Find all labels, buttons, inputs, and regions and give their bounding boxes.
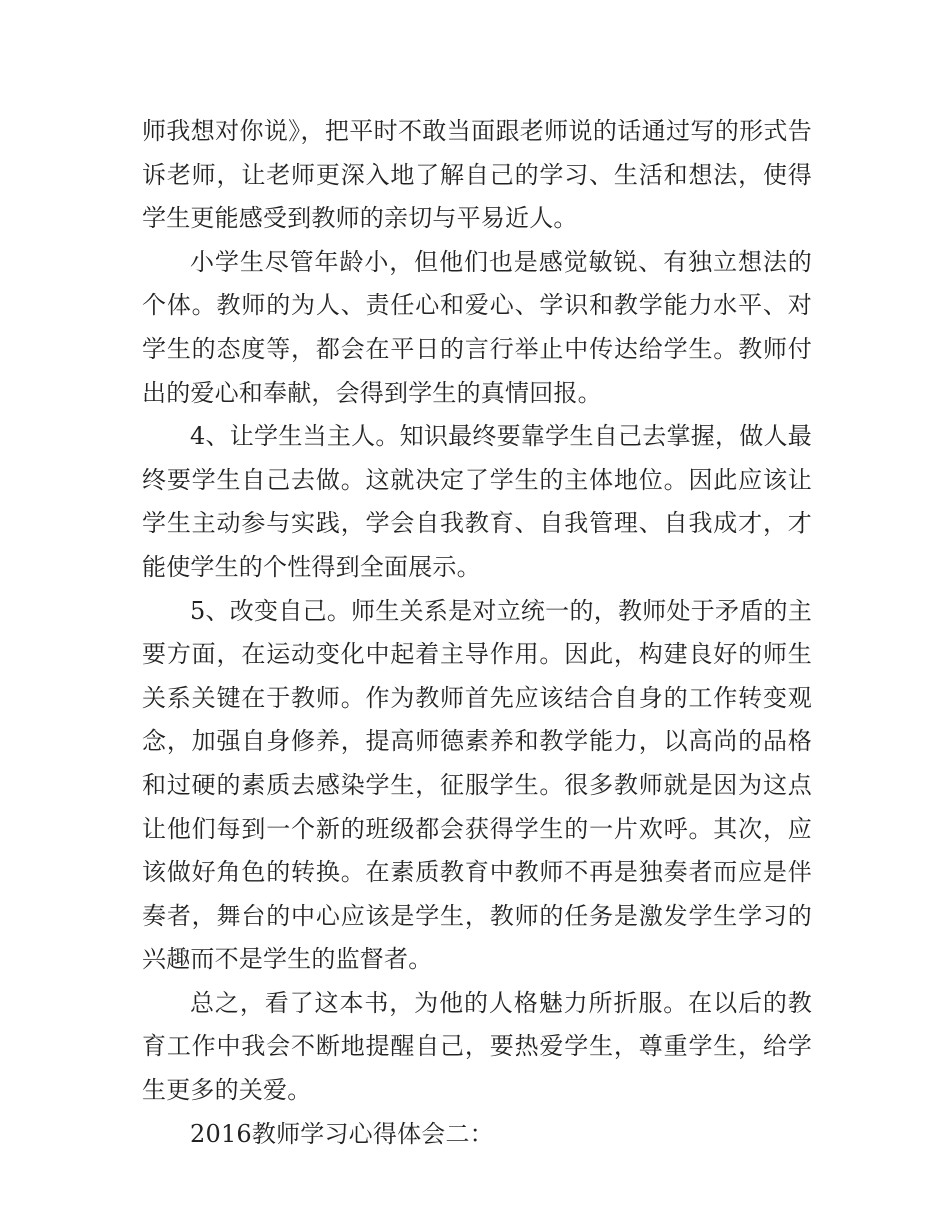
paragraph-conclusion: 总之，看了这本书，为他的人格魅力所折服。在以后的教育工作中我会不断地提醒自己，要热爱学生，尊重学生，给学生更多的关爱。 bbox=[142, 988, 812, 1105]
paragraph-point-5: 5、改变自己。师生关系是对立统一的，教师处于矛盾的主要方面，在运动变化中起着主导作用。因此，构建良好的师生关系关键在于教师。作为教师首先应该结合自身的工作转变观念，加强自身修养，提高师德素养和教学能力，以高尚的品格和过硬的素质去感染学生，征服学生。很多教师就是因为这点让他们每到一个新的班级都会获得学生的一片欢呼。其次，应该做好角色的转换。在素质教育中教师不再是独奏者而应是伴奏者，舞台的中心应该是学生，教师的任务是激发学生学习的兴趣而不是学生的监督者。 bbox=[142, 596, 812, 974]
section-heading-part-two: 2016教师学习心得体会二： bbox=[190, 1119, 494, 1148]
paragraph-point-4: 4、让学生当主人。知识最终要靠学生自己去掌握，做人最终要学生自己去做。这就决定了学生的主体地位。因此应该让学生主动参与实践，学会自我教育、自我管理、自我成才，才能使学生的个性得到全面展示。 bbox=[142, 422, 812, 581]
paragraph-student-perception: 小学生尽管年龄小，但他们也是感觉敏锐、有独立想法的个体。教师的为人、责任心和爱心、学识和教学能力水平、对学生的态度等，都会在平日的言行举止中传达给学生。教师付出的爱心和奉献，会得到学生的真情回报。 bbox=[142, 247, 812, 407]
document-body bbox=[142, 110, 812, 1156]
paragraph-continuation: 师我想对你说》，把平时不敢当面跟老师说的话通过写的形式告诉老师，让老师更深入地了解自己的学习、生活和想法，使得学生更能感受到教师的亲切与平易近人。 bbox=[142, 117, 812, 233]
